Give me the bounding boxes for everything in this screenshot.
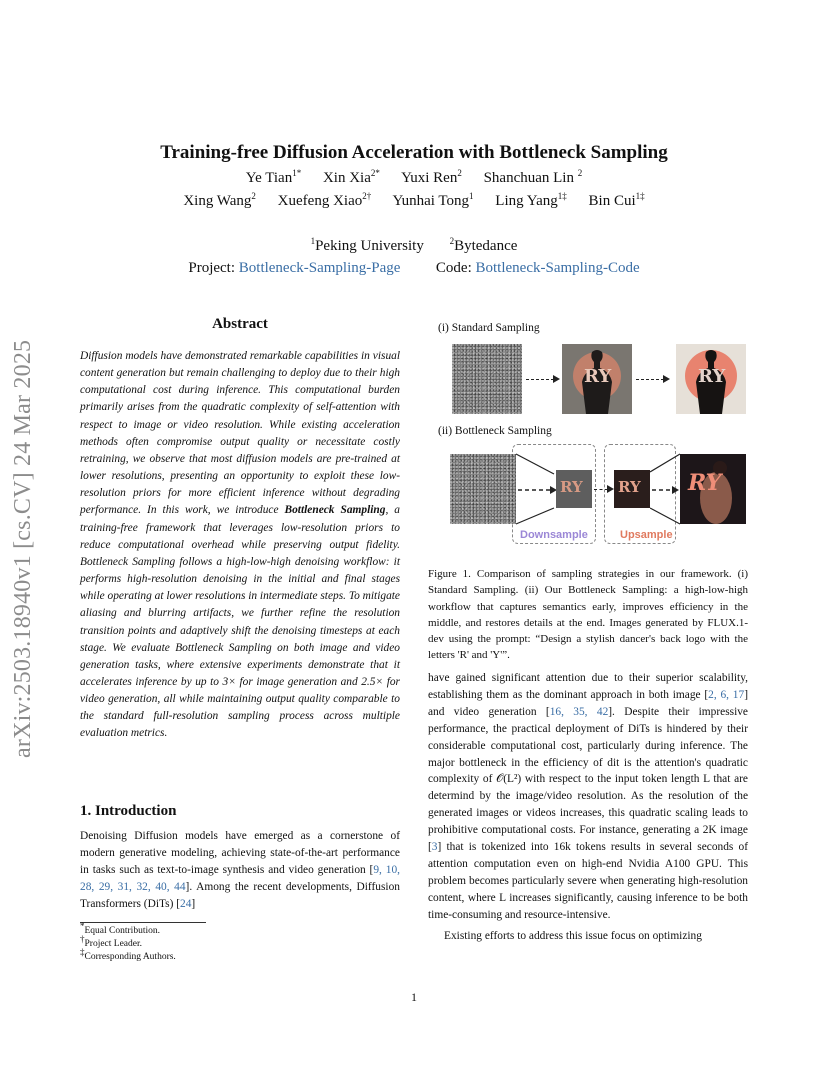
abstract-text-part: , a training-free framework that leverages low-resolution priors to reduce computational overhead while preserving output fidelity. Bottleneck Sampling follows a high-low-high denoising workflow: it performs high-resolution denoising in the initial and final stages while operating at lower resolutions in intermediate steps. To mitigate aliasing and blurring artifacts, we further refine the resolution transition points and adaptively shift the denoising timesteps at each stage. We evaluate Bottleneck Sampling on both image and video generation tasks, where extensive experiments demonstrate that it accelerates inference by up to 3× for image generation and 2.5× for video generation, all while maintaining output quality comparable to the standard full-resolution sampling process across multiple evaluation metrics. [80,504,400,740]
citation-link[interactable]: 24 [180,898,192,911]
abstract-text [80,348,400,743]
paragraph [428,670,748,924]
figure-label-standard: (i) Standard Sampling [438,322,540,334]
author-affiliation-mark: 1 [469,191,474,201]
author-name: Bin Cui [588,193,636,209]
footnote-text: Corresponding Authors. [84,952,176,963]
affiliation-peking: Peking University [315,238,424,254]
affiliation-bytedance: Bytedance [454,238,518,254]
footnote-text: Project Leader. [84,939,143,950]
author-list-line-2 [0,193,828,210]
arrow-head-icon [553,375,560,383]
paper-title: Training-free Diffusion Acceleration with Bottleneck Sampling [160,142,668,163]
author-name: Ling Yang [495,193,558,209]
figure-label-bottleneck: (ii) Bottleneck Sampling [438,425,552,437]
author-affiliation-mark: 1* [292,168,302,178]
author-name: Ye Tian [245,170,293,186]
author-name: Xing Wang [183,193,252,209]
text-part: ] that is tokenized into 16k tokens results in several seconds of attention computation even on high-end Nvidia A100 GPU. This problem becomes particularly severe when generating high-resolution content, where L increases significantly, causing inference to be both time-consuming and resource-intensive. [428,841,748,921]
noise-image [450,454,516,524]
arrow-connector [594,489,608,490]
author-affiliation-mark: 2 [251,191,256,201]
intro-text-part: ] [191,898,196,911]
image-letters: RY [584,366,612,387]
author-name: Xin Xia [322,170,371,186]
abstract-text-part: Diffusion models have demonstrated remarkable capabilities in visual content generation but remain challenging to deploy due to their high computational cost during inference. This computational burden primarily arises from the quadratic complexity of self-attention with respect to image or video resolution. While existing acceleration methods often compromise output quality or necessitate costly retraining, we observe that most diffusion models are pre-trained at lower resolutions, presenting an opportunity to exploit these low-resolution priors for more efficient inference without degrading performance. In this work, we introduce [80,350,400,517]
upsample-arrows [650,452,682,528]
affiliations [0,238,828,255]
final-image-standard [676,344,746,414]
footnote-mark: * [80,921,85,931]
footnote-mark: ‡ [80,947,85,957]
image-letters: RY [618,478,641,496]
downsample-label: Downsample [520,529,588,541]
author-list-line-1 [0,170,828,187]
project-page-link[interactable]: Bottleneck-Sampling-Page [238,260,401,276]
footnote-mark: † [80,934,85,944]
figure-caption: Figure 1. Comparison of sampling strategies in our framework. (i) Standard Sampling. (ii) Our Bottleneck Sampling: a high-low-high workflow that captures semantics early, improves efficiency in the middle, and restores details at the end. Images generated by FLUX.1-dev using the prompt: “Design a stylish dancer's back logo with the letters 'R' and 'Y'”. [428,568,748,662]
footnote-divider [80,922,206,923]
footnote-text: Equal Contribution. [84,926,160,937]
image-letters: RY [698,366,726,387]
footnote [80,947,176,963]
intermediate-image [562,344,632,414]
author-affiliation-mark: 2† [362,191,372,201]
author-name: Yuxi Ren [401,170,458,186]
author-affiliation-mark: 1‡ [635,191,645,201]
method-name: Bottleneck Sampling [284,504,386,517]
low-res-image [556,470,592,508]
arrow-connector [526,379,554,380]
paragraph: Existing efforts to address this issue focus on optimizing [444,929,702,942]
citation-links[interactable]: 2, 6, 17 [708,688,745,701]
low-res-refined-image [614,470,650,508]
code-label: Code: [435,260,472,276]
author-affiliation-mark: 2 [577,168,583,178]
right-column-text [428,670,748,945]
footnote [80,921,160,937]
text-part: ] and video generation [ [428,688,748,718]
citation-link[interactable]: 3 [431,841,438,854]
arrow-head-icon [663,375,670,383]
intro-text-part: Denoising Diffusion models have emerged as a cornerstone of modern generative modeling, achieving state-of-the-art performance in tasks such as text-to-image synthesis and video generation [ [80,830,400,877]
citation-links[interactable]: 16, 35, 42 [549,705,609,718]
affiliation-mark: 1 [310,236,316,246]
text-part: have gained significant attention due to their superior scalability, establishing them as the dominant approach in both image [ [428,672,748,701]
affiliation-mark: 2 [449,236,455,246]
page-number: 1 [411,990,417,1004]
upsample-label: Upsample [620,529,673,541]
author-name: Shanchuan Lin [483,170,574,186]
code-link[interactable]: Bottleneck-Sampling-Code [475,260,640,276]
project-links [0,260,828,277]
image-letters: RY [688,470,722,496]
intro-text-part: ]. Among the recent developments, Diffusion Transformers (DiTs) [ [80,881,400,911]
author-affiliation-mark: 2* [370,168,380,178]
footnote [80,934,143,950]
author-affiliation-mark: 1‡ [557,191,567,201]
intro-heading: 1. Introduction [80,803,177,819]
text-part: ]. Despite their impressive performance, the practical deployment of DiTs is hindered by their considerable computational cost, particularly during inference. The major bottleneck in the efficiency of dit is the attention's quadratic complexity of 𝒪(L²) with respect to the input token length L that are determind by the image/video resolution. As the resolution of the generated images or videos increases, this quadratic scaling leads to prohibitive computational costs. For instance, generating a 2K image [ [428,705,748,854]
final-image-bottleneck [680,454,746,524]
arrow-connector [636,379,664,380]
abstract-heading: Abstract [212,316,268,332]
author-name: Xuefeng Xiao [277,193,363,209]
citation-links[interactable]: 9, 10, 28, 29, 31, 32, 40, 44 [80,864,400,894]
project-label: Project: [188,260,236,276]
arrow-head-icon [607,485,614,493]
arxiv-identifier: arXiv:2503.18940v1 [cs.CV] 24 Mar 2025 [10,339,36,758]
author-name: Yunhai Tong [392,193,470,209]
intro-text [80,828,400,913]
image-letters: RY [560,478,583,496]
noise-image [452,344,522,414]
author-affiliation-mark: 2 [457,168,462,178]
